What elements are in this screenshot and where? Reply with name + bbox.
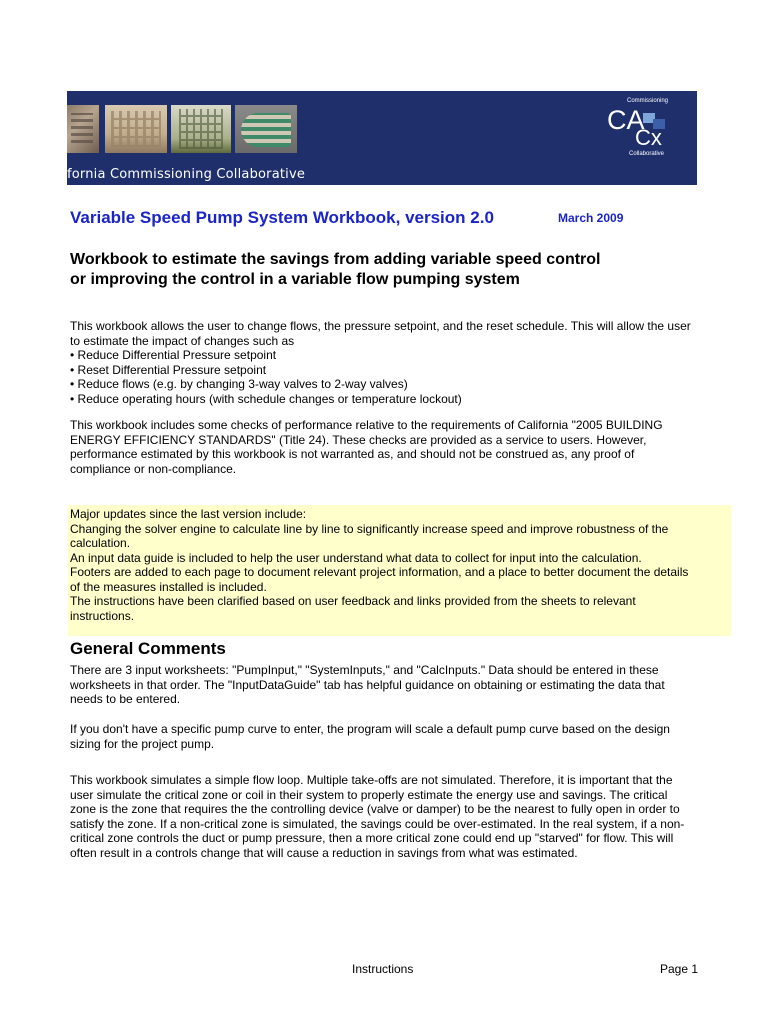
general-paragraph-2 [70, 722, 730, 751]
updates-line: The instructions have been clarified based on user feedback and links provided from the sheets to relevant [70, 594, 636, 608]
updates-line: Major updates since the last version include: [70, 507, 307, 521]
logo-top-text: Commissioning [627, 98, 669, 104]
bullet-item: • Reset Differential Pressure setpoint [70, 362, 267, 377]
compliance-line: performance estimated by this workbook is not warranted as, and should not be construed as, any proof of [70, 447, 635, 461]
general-line: satisfy the zone. If a non-critical zone is simulated, the savings could be over-estimated. In the real system, if a non- [70, 816, 685, 831]
compliance-line: compliance or non-compliance. [70, 461, 237, 476]
general-line: sizing for the project pump. [70, 736, 215, 751]
general-line: This workbook simulates a simple flow loop. Multiple take-offs are not simulated. Therefore, it is important that the [70, 773, 673, 787]
building-photo [235, 105, 297, 153]
footer-sheet-name: Instructions [352, 962, 414, 976]
workbook-title: Variable Speed Pump System Workbook, version 2.0 [70, 208, 494, 227]
compliance-line: ENERGY EFFICIENCY STANDARDS" (Title 24). These checks are provided as a service to users. However, [70, 432, 647, 447]
updates-line: instructions. [70, 608, 135, 623]
compliance-paragraph [70, 418, 730, 476]
general-comments-heading: General Comments [70, 639, 226, 658]
building-photo [67, 105, 99, 153]
updates-line: Footers are added to each page to document relevant project information, and a place to better document the details [70, 565, 689, 579]
logo-ca: CA [607, 105, 645, 135]
bullet-item: • Reduce flows (e.g. by changing 3-way valves to 2-way valves) [70, 377, 408, 391]
general-line: user simulate the critical zone or coil in their system to properly estimate the energy use and savings. The critical [70, 787, 668, 802]
general-line: zone is the zone that requires the the controlling device (valve or damper) to be the nearest to fully open in order to [70, 802, 680, 816]
general-paragraph-3 [70, 773, 730, 860]
building-photo [105, 105, 167, 153]
workbook-date: March 2009 [558, 211, 624, 225]
intro-line: to estimate the impact of changes such as [70, 333, 295, 348]
general-line: There are 3 input worksheets: "PumpInput," "SystemInputs," and "CalcInputs." Data should be entered in these [70, 663, 659, 677]
subtitle-line: or improving the control in a variable flow pumping system [70, 271, 520, 288]
intro-line: This workbook allows the user to change flows, the pressure setpoint, and the reset schedule. This will allow the user [70, 319, 691, 333]
bullet-item: • Reduce operating hours (with schedule changes or temperature lockout) [70, 391, 462, 406]
logo-bottom-text: Collaborative [629, 151, 665, 157]
banner-tagline: fornia Commissioning Collaborative [67, 167, 306, 182]
general-line: often result in a controls change that will cause a reduction in savings from what was estimated. [70, 845, 578, 860]
compliance-line: This workbook includes some checks of performance relative to the requirements of California "2005 BUILDING [70, 418, 663, 432]
updates-line: calculation. [70, 536, 131, 550]
general-line: If you don't have a specific pump curve to enter, the program will scale a default pump curve based on the design [70, 722, 670, 736]
subtitle [70, 250, 690, 290]
updates-line: Changing the solver engine to calculate line by line to significantly increase speed and improve robustness of the [70, 521, 669, 536]
updates-line: An input data guide is included to help the user understand what data to collect for input into the calculation. [70, 550, 642, 565]
bullet-item: • Reduce Differential Pressure setpoint [70, 348, 277, 362]
updates-line: of the measures installed is included. [70, 579, 267, 594]
general-line: worksheets in that order. The "InputDataGuide" tab has helpful guidance on obtaining or estimating the data that [70, 677, 665, 692]
footer-page-number: Page 1 [660, 962, 699, 976]
general-line: needs to be entered. [70, 692, 181, 706]
general-line: critical zone controls the duct or pump pressure, then a more critical zone could end up "starved" for flow. This will [70, 831, 674, 845]
cacx-logo [603, 97, 693, 159]
building-photos [67, 105, 307, 153]
logo-cx: Cx [635, 125, 662, 150]
header-banner [67, 91, 697, 185]
subtitle-line: Workbook to estimate the savings from adding variable speed control [70, 251, 601, 268]
updates-highlight-box [68, 505, 731, 636]
intro-paragraph [70, 319, 730, 406]
general-paragraph-1 [70, 663, 730, 707]
building-photo [171, 105, 231, 153]
